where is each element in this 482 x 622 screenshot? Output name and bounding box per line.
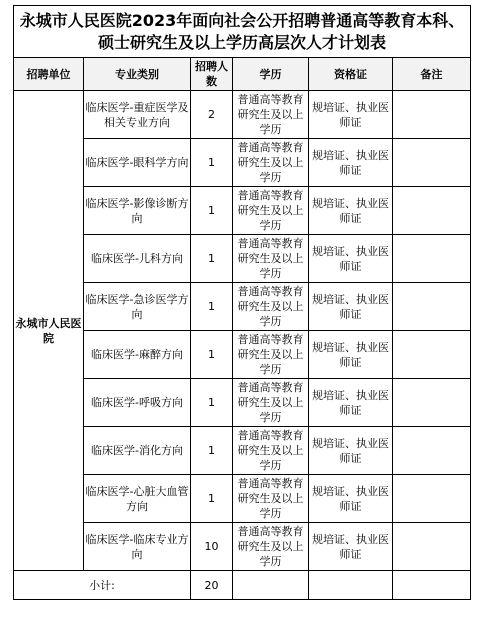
certificate-cell: 规培证、执业医师证 [309, 331, 393, 379]
headcount-cell: 1 [191, 139, 233, 187]
major-cell: 临床医学-麻醉方向 [84, 331, 191, 379]
education-cell: 普通高等教育研究生及以上学历 [233, 187, 309, 235]
major-cell: 临床医学-眼科学方向 [84, 139, 191, 187]
remarks-cell [393, 91, 471, 139]
subtotal-row [14, 571, 471, 600]
education-cell: 普通高等教育研究生及以上学历 [233, 475, 309, 523]
certificate-cell: 规培证、执业医师证 [309, 523, 393, 571]
remarks-cell [393, 523, 471, 571]
header-remarks: 备注 [393, 58, 471, 91]
education-cell: 普通高等教育研究生及以上学历 [233, 427, 309, 475]
remarks-cell [393, 331, 471, 379]
headcount-cell: 1 [191, 235, 233, 283]
certificate-cell: 规培证、执业医师证 [309, 379, 393, 427]
recruitment-plan-table [13, 5, 471, 600]
header-count: 招聘人数 [191, 58, 233, 91]
education-cell: 普通高等教育研究生及以上学历 [233, 379, 309, 427]
header-unit: 招聘单位 [14, 58, 84, 91]
major-cell: 临床医学-儿科方向 [84, 235, 191, 283]
recruiting-unit-cell: 永城市人民医院 [14, 91, 84, 571]
subtotal-label: 小计: [14, 571, 191, 600]
major-cell: 临床医学-消化方向 [84, 427, 191, 475]
headcount-cell: 10 [191, 523, 233, 571]
headcount-cell: 1 [191, 379, 233, 427]
headcount-cell: 1 [191, 283, 233, 331]
remarks-cell [393, 427, 471, 475]
certificate-cell: 规培证、执业医师证 [309, 235, 393, 283]
remarks-cell [393, 283, 471, 331]
major-cell: 临床医学-影像诊断方向 [84, 187, 191, 235]
remarks-cell [393, 235, 471, 283]
major-cell: 临床医学-呼吸方向 [84, 379, 191, 427]
subtotal-certificate [309, 571, 393, 600]
headcount-cell: 2 [191, 91, 233, 139]
certificate-cell: 规培证、执业医师证 [309, 139, 393, 187]
headcount-cell: 1 [191, 187, 233, 235]
remarks-cell [393, 379, 471, 427]
education-cell: 普通高等教育研究生及以上学历 [233, 139, 309, 187]
headcount-cell: 1 [191, 427, 233, 475]
header-certificate: 资格证 [309, 58, 393, 91]
remarks-cell [393, 139, 471, 187]
education-cell: 普通高等教育研究生及以上学历 [233, 331, 309, 379]
major-cell: 临床医学-急诊医学方向 [84, 283, 191, 331]
table-row [14, 91, 471, 139]
subtotal-count: 20 [191, 571, 233, 600]
certificate-cell: 规培证、执业医师证 [309, 427, 393, 475]
education-cell: 普通高等教育研究生及以上学历 [233, 283, 309, 331]
major-cell: 临床医学-重症医学及相关专业方向 [84, 91, 191, 139]
education-cell: 普通高等教育研究生及以上学历 [233, 235, 309, 283]
certificate-cell: 规培证、执业医师证 [309, 187, 393, 235]
education-cell: 普通高等教育研究生及以上学历 [233, 523, 309, 571]
remarks-cell [393, 475, 471, 523]
certificate-cell: 规培证、执业医师证 [309, 475, 393, 523]
remarks-cell [393, 187, 471, 235]
major-cell: 临床医学-心脏大血管方向 [84, 475, 191, 523]
headcount-cell: 1 [191, 331, 233, 379]
header-row [14, 58, 471, 91]
certificate-cell: 规培证、执业医师证 [309, 91, 393, 139]
education-cell: 普通高等教育研究生及以上学历 [233, 91, 309, 139]
certificate-cell: 规培证、执业医师证 [309, 283, 393, 331]
header-major: 专业类别 [84, 58, 191, 91]
headcount-cell: 1 [191, 475, 233, 523]
table-title: 永城市人民医院2023年面向社会公开招聘普通高等教育本科、硕士研究生及以上学历高层次人才计划表 [14, 6, 471, 58]
subtotal-remarks [393, 571, 471, 600]
major-cell: 临床医学-临床专业方向 [84, 523, 191, 571]
header-education: 学历 [233, 58, 309, 91]
subtotal-education [233, 571, 309, 600]
